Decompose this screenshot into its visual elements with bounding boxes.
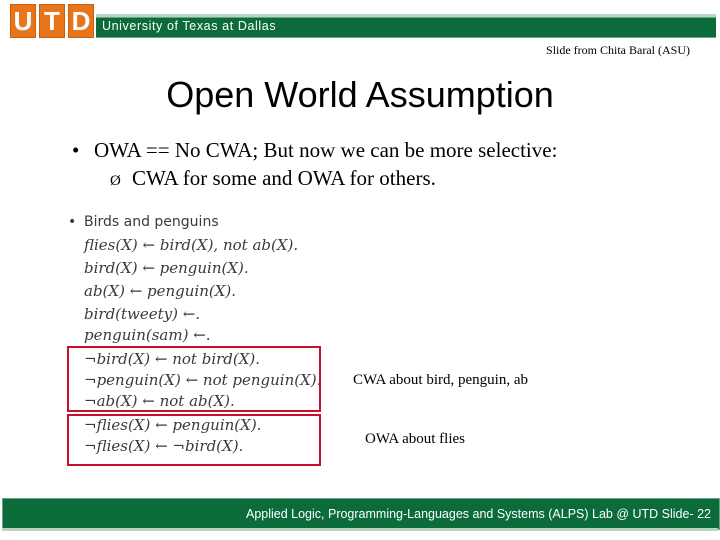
- program-rule: ab(X) ← penguin(X).: [84, 282, 237, 300]
- owa-highlight-box: [67, 414, 321, 466]
- owa-rule: ¬flies(X) ← penguin(X).: [84, 416, 262, 434]
- logo-letter-t: T: [39, 4, 65, 38]
- owa-rule: ¬flies(X) ← ¬bird(X).: [84, 437, 244, 455]
- program-rule: penguin(sam) ←.: [84, 326, 211, 344]
- sub-bullet: [110, 166, 436, 191]
- cwa-rule: ¬bird(X) ← not bird(X).: [84, 350, 261, 368]
- header-banner: [0, 0, 720, 44]
- slide-credit: Slide from Chita Baral (ASU): [546, 43, 690, 57]
- main-bullet-text: OWA == No CWA; But now we can be more selective:: [94, 138, 558, 162]
- slide-title: Open World Assumption: [166, 74, 554, 115]
- logo-letter-u: U: [10, 4, 36, 38]
- utd-logo: [10, 4, 94, 38]
- footer-highlight: [2, 528, 718, 531]
- sub-bullet-text: CWA for some and OWA for others.: [132, 166, 436, 190]
- bullet-marker: •: [72, 138, 80, 162]
- university-name: University of Texas at Dallas: [102, 19, 277, 33]
- cwa-note: CWA about bird, penguin, ab: [353, 372, 528, 388]
- program-heading: [68, 214, 219, 230]
- sub-bullet-marker: Ø: [110, 173, 121, 189]
- program-rule: bird(tweety) ←.: [84, 305, 201, 323]
- program-rule: bird(X) ← penguin(X).: [84, 259, 249, 277]
- logo-letter-d: D: [68, 4, 94, 38]
- program-heading-marker: •: [68, 214, 77, 230]
- footer-text: Applied Logic, Programming-Languages and Systems (ALPS) Lab @ UTD Slide- 22: [245, 507, 711, 521]
- footer-bar: [2, 498, 720, 530]
- program-heading-text: Birds and penguins: [84, 214, 219, 230]
- header-bar: [96, 17, 716, 38]
- cwa-rule: ¬penguin(X) ← not penguin(X).: [84, 371, 322, 389]
- cwa-rule: ¬ab(X) ← not ab(X).: [84, 392, 235, 410]
- cwa-highlight-box: [67, 346, 321, 412]
- main-bullet: [72, 138, 557, 163]
- owa-note: OWA about flies: [365, 431, 465, 447]
- program-rule: flies(X) ← bird(X), not ab(X).: [84, 236, 299, 254]
